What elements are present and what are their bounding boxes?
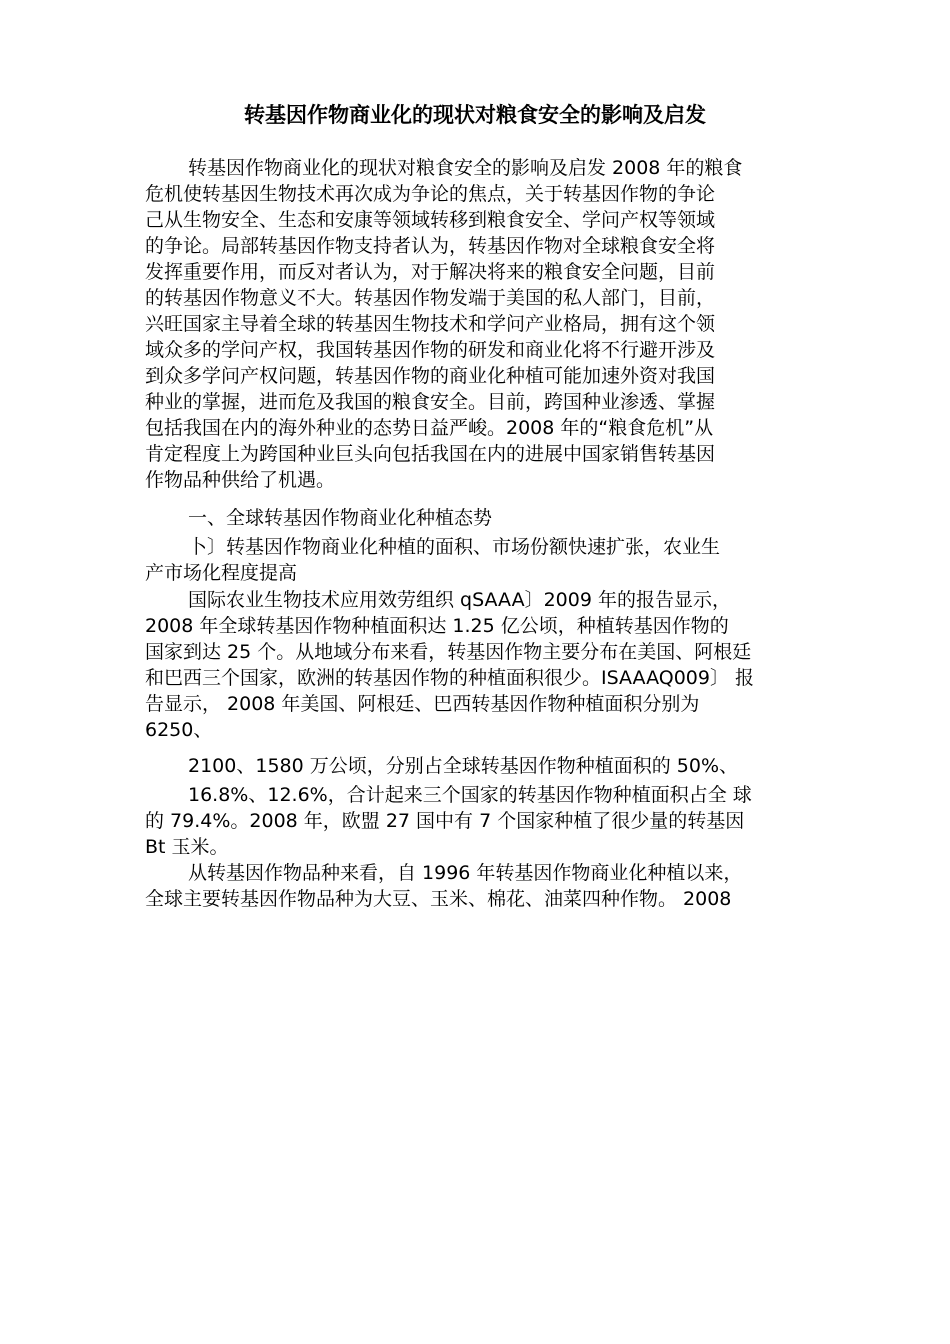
paragraph-line: 转基因作物商业化的现状对粮食安全的影响及启发 2008 年的粮食 bbox=[188, 157, 743, 179]
paragraph-line: Bt 玉米。 bbox=[145, 836, 229, 858]
paragraph-line: 和巴西三个国家，欧洲的转基因作物的种植面积很少。ISAAAQ009〕 报 bbox=[145, 667, 754, 689]
paragraph-line: 域众多的学问产权，我国转基因作物的研发和商业化将不行避开涉及 bbox=[145, 339, 716, 361]
paragraph-line: 肯定程度上为跨国种业巨头向包括我国在内的进展中国家销售转基因 bbox=[145, 443, 716, 465]
paragraph-line: 包括我国在内的海外种业的态势日益严峻。2008 年的“粮食危机”从 bbox=[145, 417, 714, 439]
paragraph-line: 的 79.4%。2008 年，欧盟 27 国中有 7 个国家种植了很少量的转基因 bbox=[145, 810, 745, 832]
paragraph-line: 的争论。局部转基因作物支持者认为，转基因作物对全球粮食安全将 bbox=[145, 235, 716, 257]
paragraph-line: 告显示， 2008 年美国、阿根廷、巴西转基因作物种植面积分别为 bbox=[145, 693, 700, 715]
subsection-heading: 卜〕转基因作物商业化种植的面积、市场份额快速扩张，农业生 bbox=[188, 536, 721, 558]
paragraph-line: 种业的掌握，进而危及我国的粮食安全。目前，跨国种业渗透、掌握 bbox=[145, 391, 716, 413]
paragraph-line: 2008 年全球转基因作物种植面积达 1.25 亿公顷，种植转基因作物的 bbox=[145, 615, 729, 637]
document-title: 转基因作物商业化的现状对粮食安全的影响及启发 bbox=[244, 103, 706, 127]
paragraph-line: 的转基因作物意义不大。转基因作物发端于美国的私人部门，目前， bbox=[145, 287, 716, 309]
paragraph-line: 从转基因作物品种来看，自 1996 年转基因作物商业化种植以来， bbox=[188, 862, 743, 884]
paragraph-line: 2100、1580 万公顷，分别占全球转基因作物种植面积的 50%、 bbox=[188, 755, 739, 777]
paragraph-line: 全球主要转基因作物品种为大豆、玉米、棉花、油菜四种作物。 2008 bbox=[145, 888, 732, 910]
section-heading: 一、全球转基因作物商业化种植态势 bbox=[188, 507, 493, 529]
paragraph-line: 兴旺国家主导着全球的转基因生物技术和学问产业格局，拥有这个领 bbox=[145, 313, 716, 335]
paragraph-line: 作物品种供给了机遇。 bbox=[145, 469, 336, 491]
paragraph-line: 己从生物安全、生态和安康等领域转移到粮食安全、学问产权等领域 bbox=[145, 209, 716, 231]
paragraph-line: 国际农业生物技术应用效劳组织 qSAAA〕2009 年的报告显示， bbox=[188, 589, 731, 611]
subsection-heading: 产市场化程度提高 bbox=[145, 562, 298, 584]
paragraph-line: 发挥重要作用，而反对者认为，对于解决将来的粮食安全问题，目前 bbox=[145, 261, 716, 283]
paragraph-line: 国家到达 25 个。从地域分布来看，转基因作物主要分布在美国、阿根廷 bbox=[145, 641, 752, 663]
paragraph-line: 6250、 bbox=[145, 719, 213, 741]
paragraph-line: 危机使转基因生物技术再次成为争论的焦点，关于转基因作物的争论 bbox=[145, 183, 716, 205]
paragraph-line: 16.8%、12.6%，合计起来三个国家的转基因作物种植面积占全 球 bbox=[188, 784, 752, 806]
paragraph-line: 到众多学问产权问题，转基因作物的商业化种植可能加速外资对我国 bbox=[145, 365, 716, 387]
